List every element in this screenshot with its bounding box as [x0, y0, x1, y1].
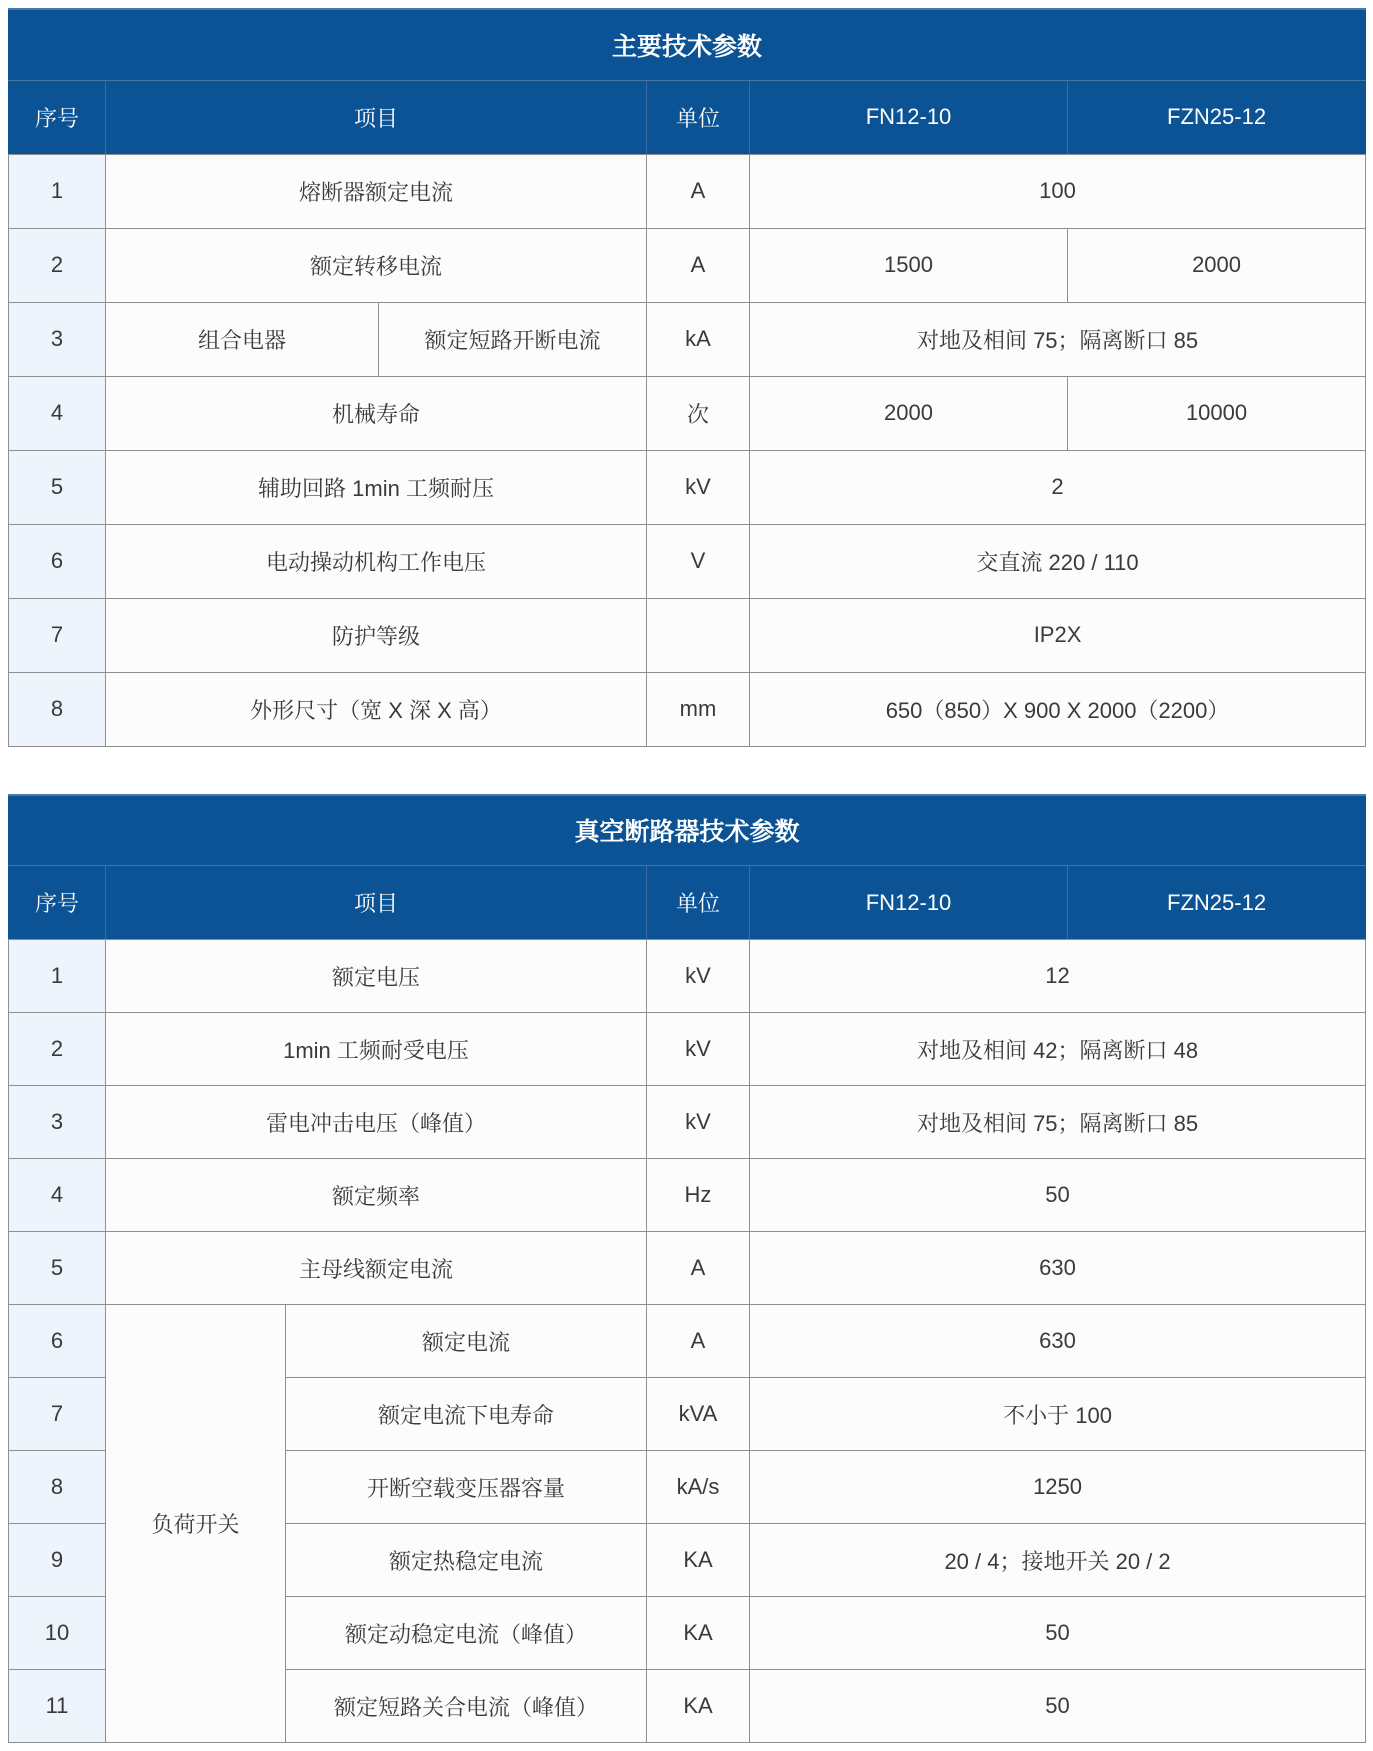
unit-cell: mm [647, 672, 750, 746]
table-title-row [9, 9, 1366, 80]
unit-cell: kV [647, 1013, 750, 1086]
unit-cell: 次 [647, 376, 750, 450]
model2-value-cell: 10000 [1068, 376, 1366, 450]
table-row [9, 1159, 1366, 1232]
item-cell: 1min 工频耐受电压 [106, 1013, 647, 1086]
unit-cell: A [647, 1232, 750, 1305]
column-header-unit: 单位 [647, 80, 750, 154]
table-row [9, 1013, 1366, 1086]
row-number-cell: 6 [9, 1305, 106, 1378]
value-cell: 100 [750, 154, 1366, 228]
item-cell: 主母线额定电流 [106, 1232, 647, 1305]
table-row [9, 940, 1366, 1013]
item-cell: 额定转移电流 [106, 228, 647, 302]
row-number-cell: 4 [9, 1159, 106, 1232]
table-row [9, 1232, 1366, 1305]
value-cell: 50 [750, 1670, 1366, 1743]
value-cell: IP2X [750, 598, 1366, 672]
value-cell: 12 [750, 940, 1366, 1013]
item-cell: 额定热稳定电流 [286, 1524, 647, 1597]
main-params-table [8, 8, 1366, 747]
row-number-cell: 9 [9, 1524, 106, 1597]
row-number-cell: 5 [9, 450, 106, 524]
unit-cell: kV [647, 1086, 750, 1159]
table-row [9, 376, 1366, 450]
row-number-cell: 11 [9, 1670, 106, 1743]
column-header-unit: 单位 [647, 866, 750, 940]
item-cell: 辅助回路 1min 工频耐压 [106, 450, 647, 524]
row-number-cell: 2 [9, 1013, 106, 1086]
value-cell: 不小于 100 [750, 1378, 1366, 1451]
unit-cell [647, 598, 750, 672]
unit-cell: A [647, 1305, 750, 1378]
value-cell: 2 [750, 450, 1366, 524]
column-header-model2: FZN25-12 [1068, 80, 1366, 154]
table-row [9, 598, 1366, 672]
column-header-model1: FN12-10 [750, 866, 1068, 940]
row-number-cell: 7 [9, 1378, 106, 1451]
item-cell: 开断空载变压器容量 [286, 1451, 647, 1524]
value-cell: 20 / 4；接地开关 20 / 2 [750, 1524, 1366, 1597]
column-header-item: 项目 [106, 80, 647, 154]
column-header-no: 序号 [9, 80, 106, 154]
row-number-cell: 7 [9, 598, 106, 672]
unit-cell: A [647, 154, 750, 228]
table-title-row [9, 795, 1366, 866]
unit-cell: kA/s [647, 1451, 750, 1524]
row-number-cell: 1 [9, 154, 106, 228]
model1-value-cell: 1500 [750, 228, 1068, 302]
group-label-cell: 负荷开关 [106, 1305, 286, 1743]
column-header-item: 项目 [106, 866, 647, 940]
value-cell: 630 [750, 1305, 1366, 1378]
column-header-no: 序号 [9, 866, 106, 940]
unit-cell: KA [647, 1524, 750, 1597]
value-cell: 交直流 220 / 110 [750, 524, 1366, 598]
item-cell: 额定频率 [106, 1159, 647, 1232]
row-number-cell: 5 [9, 1232, 106, 1305]
unit-cell: Hz [647, 1159, 750, 1232]
model1-value-cell: 2000 [750, 376, 1068, 450]
unit-cell: kV [647, 450, 750, 524]
table-row [9, 154, 1366, 228]
item-cell: 熔断器额定电流 [106, 154, 647, 228]
item-cell: 额定短路关合电流（峰值） [286, 1670, 647, 1743]
item-cell: 雷电冲击电压（峰值） [106, 1086, 647, 1159]
table-row [9, 228, 1366, 302]
value-cell: 50 [750, 1597, 1366, 1670]
unit-cell: kVA [647, 1378, 750, 1451]
item-cell: 防护等级 [106, 598, 647, 672]
row-number-cell: 1 [9, 940, 106, 1013]
table-header-row [9, 866, 1366, 940]
value-cell: 650（850）X 900 X 2000（2200） [750, 672, 1366, 746]
unit-cell: KA [647, 1597, 750, 1670]
item-cell: 额定动稳定电流（峰值） [286, 1597, 647, 1670]
item-cell: 电动操动机构工作电压 [106, 524, 647, 598]
table-header-row [9, 80, 1366, 154]
value-cell: 对地及相间 42；隔离断口 48 [750, 1013, 1366, 1086]
table-row [9, 1086, 1366, 1159]
table-row [9, 450, 1366, 524]
item-cell: 机械寿命 [106, 376, 647, 450]
item-cell: 额定电流下电寿命 [286, 1378, 647, 1451]
vcb-params-table [8, 794, 1366, 1744]
table-title: 真空断路器技术参数 [9, 795, 1366, 866]
item-group-cell: 组合电器 [106, 302, 379, 376]
column-header-model2: FZN25-12 [1068, 866, 1366, 940]
row-number-cell: 3 [9, 302, 106, 376]
value-cell: 对地及相间 75；隔离断口 85 [750, 302, 1366, 376]
unit-cell: kA [647, 302, 750, 376]
table-title: 主要技术参数 [9, 9, 1366, 80]
item-cell: 外形尺寸（宽 X 深 X 高） [106, 672, 647, 746]
unit-cell: A [647, 228, 750, 302]
table-row [9, 302, 1366, 376]
table-row [9, 1305, 1366, 1378]
column-header-model1: FN12-10 [750, 80, 1068, 154]
row-number-cell: 4 [9, 376, 106, 450]
row-number-cell: 10 [9, 1597, 106, 1670]
row-number-cell: 8 [9, 1451, 106, 1524]
unit-cell: kV [647, 940, 750, 1013]
value-cell: 对地及相间 75；隔离断口 85 [750, 1086, 1366, 1159]
table-row [9, 672, 1366, 746]
value-cell: 50 [750, 1159, 1366, 1232]
row-number-cell: 6 [9, 524, 106, 598]
table-row [9, 524, 1366, 598]
unit-cell: KA [647, 1670, 750, 1743]
value-cell: 630 [750, 1232, 1366, 1305]
unit-cell: V [647, 524, 750, 598]
item-cell: 额定电压 [106, 940, 647, 1013]
row-number-cell: 3 [9, 1086, 106, 1159]
value-cell: 1250 [750, 1451, 1366, 1524]
model2-value-cell: 2000 [1068, 228, 1366, 302]
item-cell: 额定短路开断电流 [379, 302, 647, 376]
row-number-cell: 8 [9, 672, 106, 746]
item-cell: 额定电流 [286, 1305, 647, 1378]
row-number-cell: 2 [9, 228, 106, 302]
